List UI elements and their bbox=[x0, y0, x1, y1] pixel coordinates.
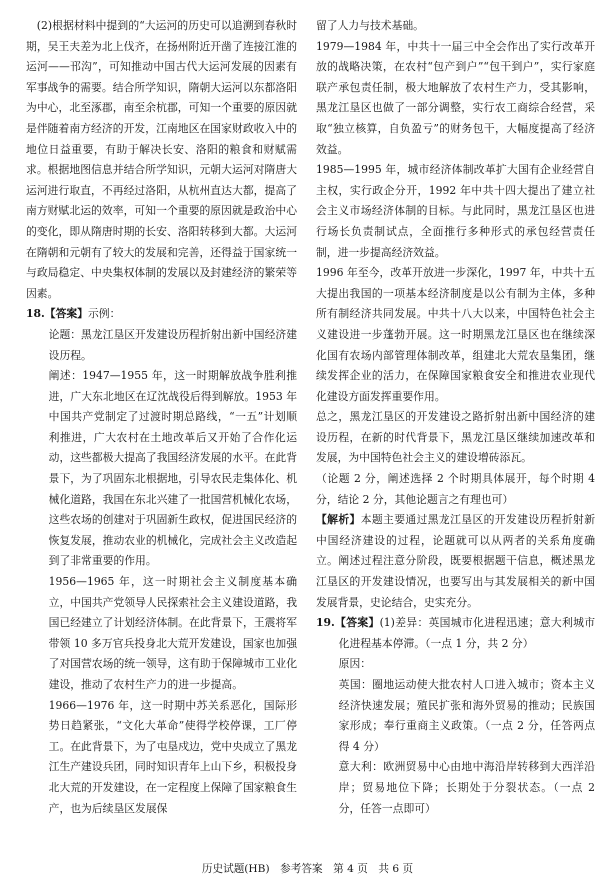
analysis-tag: 【解析】 bbox=[316, 513, 361, 527]
q18-period-1947: 阐述：1947—1955 年，这一时期解放战争胜利推进，广大东北地区在辽沈战役后得到解放。1953 年中国共产党制定了过渡时期总路线，“一五”计划顺利推进，广大农村在土地改革后又开始了合作化运动，这些都极大提高了我国经济发展的水平。在此背景下，为了巩固东北根据地，引导农民走集体化、机械化道路，我国在东北兴建了一批国营机械化农场，这些农场的创建对于巩固新生政权，促进国民经济的恢复发展，推动农业的机械化，完成社会主义改造起到了非常重要的作用。 bbox=[48, 369, 297, 568]
q18-summary: 总之，黑龙江垦区的开发建设之路折射出新中国经济的建设历程，在新的时代背景下，黑龙江垦区继续加速改革和发展，为中国特色社会主义的建设增砖添瓦。 bbox=[316, 410, 595, 465]
analysis-text: 本题主要通过黑龙江垦区的开发建设历程折射新中国经济建设的过程，论题就可以从两者的关系角度确立。阐述过程注意分阶段，既要根据题干信息，概述黑龙江垦区的开发建设情况，也要写出与其发展相关的新中国发展背景，史论结合，史实充分。 bbox=[316, 513, 596, 609]
q18-analysis bbox=[316, 510, 595, 613]
q18-period-1966-continued: 留了人力与技术基础。 bbox=[316, 19, 424, 32]
q19-answer-tag: 【答案】 bbox=[334, 616, 380, 630]
q17-part2-answer: (2)根据材料中提到的“大运河的历史可以追溯到春秋时期，吴王夫差为北上伐齐，在扬州附近开凿了连接江淮的运河——邗沟”，可知推动中国古代大运河发展的因素有军事战争的需要。结合所学知识，隋朝大运河以东都洛阳为中心，北至涿郡，南至余杭郡，可知一个重要的原因就是伴随着南方经济的开发，江南地区在国家财政收入中的地位日益重要，有助于解决长安、洛阳的粮食和财赋需求。根据地图信息并结合所学知识，元朝大运河对隋唐大运河进行取直，不再经过洛阳，从杭州直达大都，提高了南方财赋北运的效率，可知一个重要的原因就是政治中心的变化，即从隋唐时期的长安、洛阳转移到大都。大运河在隋朝和元朝有了较大的发展和完善，还得益于国家统一与政局稳定、中央集权体制的发展以及封建经济的繁荣等因素。 bbox=[26, 19, 297, 300]
q18-answer-tag: 【答案】 bbox=[44, 307, 88, 321]
q18-period-1956: 1956—1965 年，这一时期社会主义制度基本确立，中国共产党领导人民探索社会主义建设道路，我国已经建立了计划经济体制。在此背景下，王震将军带领 10 多万官兵投身北大荒开发建设，国家也加强了对国营农场的统一领导，这有助于保障城市工业化建设，推动了农村生产力的进一步提高。 bbox=[48, 575, 297, 691]
q19-header bbox=[316, 613, 595, 654]
q19-italy-reasons: 意大利：欧洲贸易中心由地中海沿岸转移到大西洋沿岸；贸易地位下降；长期处于分裂状态。（一点 2 分，任答一点即可） bbox=[338, 760, 595, 815]
left-column bbox=[26, 16, 297, 819]
q18-scoring-note: （论题 2 分，阐述选择 2 个时期具体展开，每个时期 4 分，结论 2 分，其他论题言之有理也可） bbox=[316, 472, 595, 506]
q19-uk-reasons: 英国：圈地运动使大批农村人口进入城市；资本主义经济快速发展；殖民扩张和海外贸易的推动；民族国家形成；奉行重商主义政策。（一点 2 分，任答两点得 4 分） bbox=[338, 678, 595, 753]
right-column bbox=[316, 16, 595, 819]
q18-period-1985: 1985—1995 年，城市经济体制改革扩大国有企业经营自主权，实行政企分开，1992 年中共十四大提出了建立社会主义市场经济体制的目标。与此同时，黑龙江垦区也进行场长负责制试点，全面推行多种形式的承包经营责任制，进一步提高经济效益。 bbox=[316, 163, 595, 259]
q19-part1-difference: (1)差异：英国城市化进程迅速；意大利城市化进程基本停滞。（一点 1 分，共 2 分） bbox=[338, 616, 596, 650]
q18-thesis: 论题：黑龙江垦区开发建设历程折射出新中国经济建设历程。 bbox=[48, 327, 297, 362]
q18-lead: 示例： bbox=[87, 307, 121, 321]
q19-reason-label: 原因： bbox=[338, 657, 372, 671]
page-footer: 历史试题(HB) 参考答案 第 4 页 共 6 页 bbox=[201, 863, 414, 875]
q18-header bbox=[26, 304, 297, 325]
q19-number: 19. bbox=[316, 616, 335, 630]
q18-period-1996: 1996 年至今，改革开放进一步深化，1997 年，中共十五大提出我国的一项基本经济制度是以公有制为主体，多种所有制经济共同发展。中共十八大以来，中国特色社会主义建设进一步蓬勃开展。这一时期黑龙江垦区也在继续深化国有农场内部管理体制改革，组建北大荒农垦集团，继续发挥企业的活力，在保障国家粮食安全和推进农业现代化建设方面发挥重要作用。 bbox=[316, 266, 595, 403]
q18-number: 18. bbox=[26, 307, 45, 321]
q18-period-1979: 1979—1984 年，中共十一届三中全会作出了实行改革开放的战略决策，在农村“包产到户”“包干到户”，实行家庭联产承包责任制，极大地解放了农村生产力，受其影响，黑龙江垦区也做了一部分调整，实行农工商综合经营，采取“独立核算，自负盈亏”的财务包干，大幅度提高了经济效益。 bbox=[316, 39, 595, 156]
q18-period-1966: 1966—1976 年，这一时期中苏关系恶化，国际形势日趋紧张，“文化大革命”使得学校停课，工厂停工。在此背景下，为了屯垦戍边，党中央成立了黑龙江生产建设兵团，同时知识青年上山下乡，积极投身北大荒的开发建设，在一定程度上保障了国家粮食生产，也为后续垦区发展保 bbox=[48, 698, 297, 815]
